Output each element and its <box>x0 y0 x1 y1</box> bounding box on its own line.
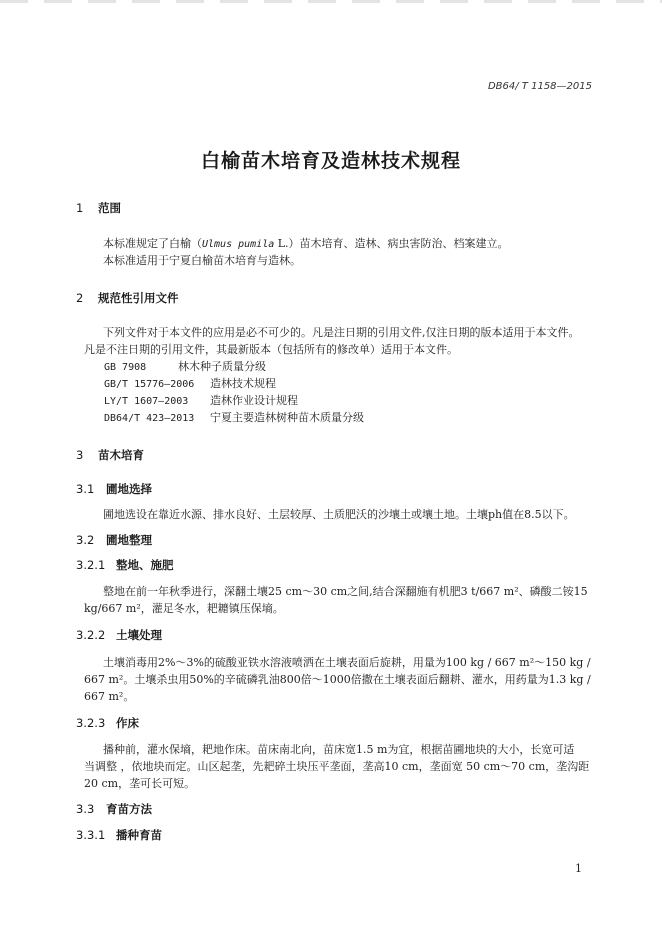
document-code: DB64/ T 1158—2015 <box>487 81 592 92</box>
reference-item: GB 7908 林木种子质量分级 <box>104 360 266 373</box>
section-2-intro-line-2: 凡是不注日期的引用文件，其最新版本（包括所有的修改单）适用于本文件。 <box>84 343 458 356</box>
section-3-2-2-line-3: 667 m²。 <box>84 690 135 703</box>
section-3-3-1-heading: 3.3.1 播种育苗 <box>76 828 162 842</box>
section-3-heading: 3 苗木培育 <box>76 448 144 462</box>
section-2-intro-line-1: 下列文件对于本文件的应用是必不可少的。凡是注日期的引用文件,仅注日期的版本适用于本文件。 <box>103 326 580 339</box>
reference-item: GB/T 15776—2006 造林技术规程 <box>104 377 276 390</box>
document-title: 白榆苗木培育及造林技术规程 <box>200 150 461 172</box>
section-3-1-heading: 3.1 圃地选择 <box>76 482 152 496</box>
section-3-3-heading: 3.3 育苗方法 <box>76 802 152 816</box>
reference-item: DB64/T 423—2013 宁夏主要造林树种苗木质量分级 <box>104 411 364 424</box>
reference-item: LY/T 1607—2003 造林作业设计规程 <box>104 394 298 407</box>
section-3-1-text: 圃地选设在靠近水源、排水良好、土层较厚、土质肥沃的沙壤土或壤土地。土壤ph值在8.5以下。 <box>103 508 575 521</box>
section-3-2-1-heading: 3.2.1 整地、施肥 <box>76 558 174 572</box>
section-1-paragraph-2: 本标准适用于宁夏白榆苗木培育与造林。 <box>103 254 301 267</box>
section-3-2-2-line-1: 土壤消毒用2%～3%的硫酸亚铁水溶液喷洒在土壤表面后旋耕，用量为100 kg / 667 m²～150 kg / <box>103 656 591 669</box>
section-3-2-3-line-2: 当调整 ，依地块而定。山区起垄，先耙碎土块压平垄面，垄高10 cm，垄面宽 50 cm～70 cm，垄沟距 <box>84 760 590 773</box>
section-3-2-1-line-1: 整地在前一年秋季进行，深翻土壤25 cm～30 cm之间,结合深翻施有机肥3 t/667 m²、磷酸二铵15 <box>103 585 588 598</box>
section-3-2-3-heading: 3.2.3 作床 <box>76 716 139 730</box>
section-title: 范围 <box>98 201 121 215</box>
section-number: 1 <box>76 201 84 215</box>
section-1-paragraph-1: 本标准规定了白榆（Ulmus pumila L.）苗木培育、造林、病虫害防治、档案建立。 <box>103 237 509 250</box>
section-3-2-2-line-2: 667 m²。土壤杀虫用50%的辛硫磷乳油800倍～1000倍撒在土壤表面后翻耕、灌水，用药量为1.3 kg / <box>84 673 591 686</box>
latin-name: Ulmus pumila <box>202 239 275 250</box>
page-number: 1 <box>575 862 582 875</box>
section-3-2-2-heading: 3.2.2 土壤处理 <box>76 628 162 642</box>
section-2-heading: 2 规范性引用文件 <box>76 291 179 305</box>
section-3-2-1-line-2: kg/667 m²，灌足冬水，耙耱镇压保墒。 <box>84 602 284 615</box>
section-3-2-3-line-3: 20 cm，垄可长可短。 <box>84 777 196 790</box>
section-1-heading <box>76 200 121 216</box>
section-3-2-3-line-1: 播种前，灌水保墒，耙地作床。苗床南北向，苗床宽1.5 m为宜，根据苗圃地块的大小，长宽可适 <box>103 743 575 756</box>
section-3-2-heading: 3.2 圃地整理 <box>76 533 152 547</box>
